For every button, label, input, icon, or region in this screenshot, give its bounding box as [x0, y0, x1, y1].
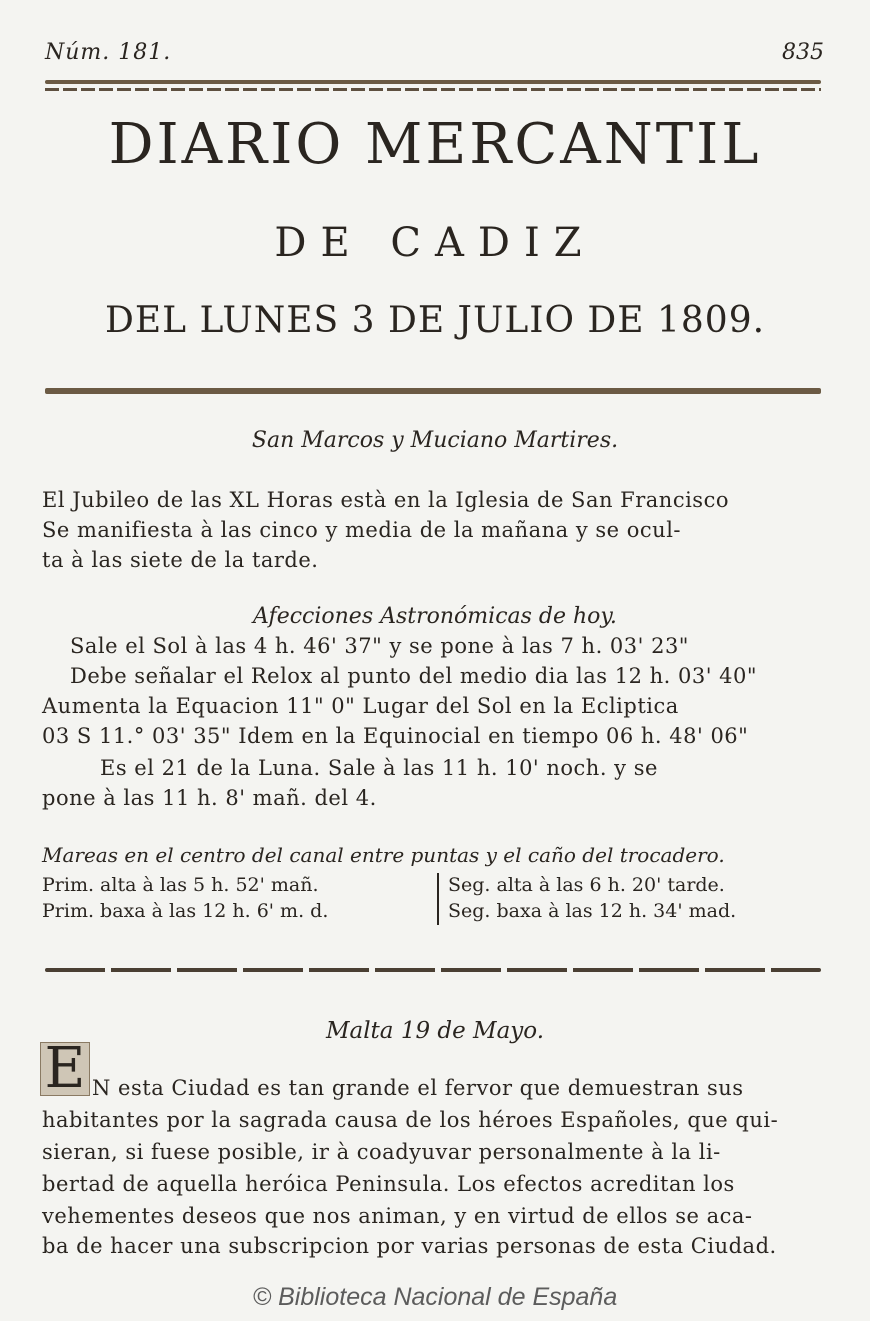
tide-divider	[437, 873, 439, 925]
astro-line: Aumenta la Equacion 11" 0" Lugar del Sol en la Ecliptica	[42, 694, 679, 718]
article-line: vehementes deseos que nos animan, y en virtud de ellos se aca-	[42, 1204, 753, 1228]
astro-heading: Afecciones Astronómicas de hoy.	[253, 604, 617, 629]
tide-left: Prim. alta à las 5 h. 52' mañ.	[42, 874, 319, 896]
issue-number: Núm. 181.	[45, 40, 172, 65]
saints-line: San Marcos y Muciano Martires.	[251, 428, 619, 453]
jubileo-line: ta à las siete de la tarde.	[42, 548, 319, 572]
tide-right: Seg. alta à las 6 h. 20' tarde.	[448, 874, 725, 896]
article-line: sieran, si fuese posible, ir à coadyuvar personalmente à la li-	[42, 1140, 721, 1164]
astro-line: 03 S 11.° 03' 35" Idem en la Equinocial en tiempo 06 h. 48' 06"	[42, 724, 749, 748]
article-line: N esta Ciudad es tan grande el fervor que demuestran sus	[92, 1076, 744, 1100]
tides-heading: Mareas en el centro del canal entre puntas y el caño del trocadero.	[42, 843, 725, 867]
astro-line: Debe señalar el Relox al punto del medio dia las 12 h. 03' 40"	[70, 664, 758, 688]
masthead-title: DIARIO MERCANTIL	[108, 112, 762, 177]
masthead-subtitle: DE CADIZ	[274, 220, 596, 266]
astro-line: Es el 21 de la Luna. Sale à las 11 h. 10' noch. y se	[100, 756, 658, 780]
article-line: ba de hacer una subscripcion por varias personas de esta Ciudad.	[42, 1234, 777, 1258]
header-rule	[45, 80, 821, 84]
article-heading: Malta 19 de Mayo.	[325, 1018, 545, 1044]
astro-line: pone à las 11 h. 8' mañ. del 4.	[42, 786, 377, 810]
astro-line: Sale el Sol à las 4 h. 46' 37" y se pone à las 7 h. 03' 23"	[70, 634, 689, 658]
section-rule	[45, 968, 821, 972]
tide-left: Prim. baxa à las 12 h. 6' m. d.	[42, 900, 329, 922]
masthead-rule	[45, 388, 821, 394]
masthead-date: DEL LUNES 3 DE JULIO DE 1809.	[104, 300, 766, 341]
drop-cap: E	[40, 1042, 90, 1096]
tide-right: Seg. baxa à las 12 h. 34' mad.	[448, 900, 737, 922]
jubileo-line: Se manifiesta à las cinco y media de la mañana y se ocul-	[42, 518, 682, 542]
page-number: 835	[782, 40, 824, 65]
article-line: bertad de aquella heróica Peninsula. Los efectos acreditan los	[42, 1172, 735, 1196]
jubileo-line: El Jubileo de las XL Horas està en la Iglesia de San Francisco	[42, 488, 729, 512]
copyright-watermark: © Biblioteca Nacional de España	[252, 1283, 618, 1311]
article-line: habitantes por la sagrada causa de los héroes Españoles, que qui-	[42, 1108, 779, 1132]
